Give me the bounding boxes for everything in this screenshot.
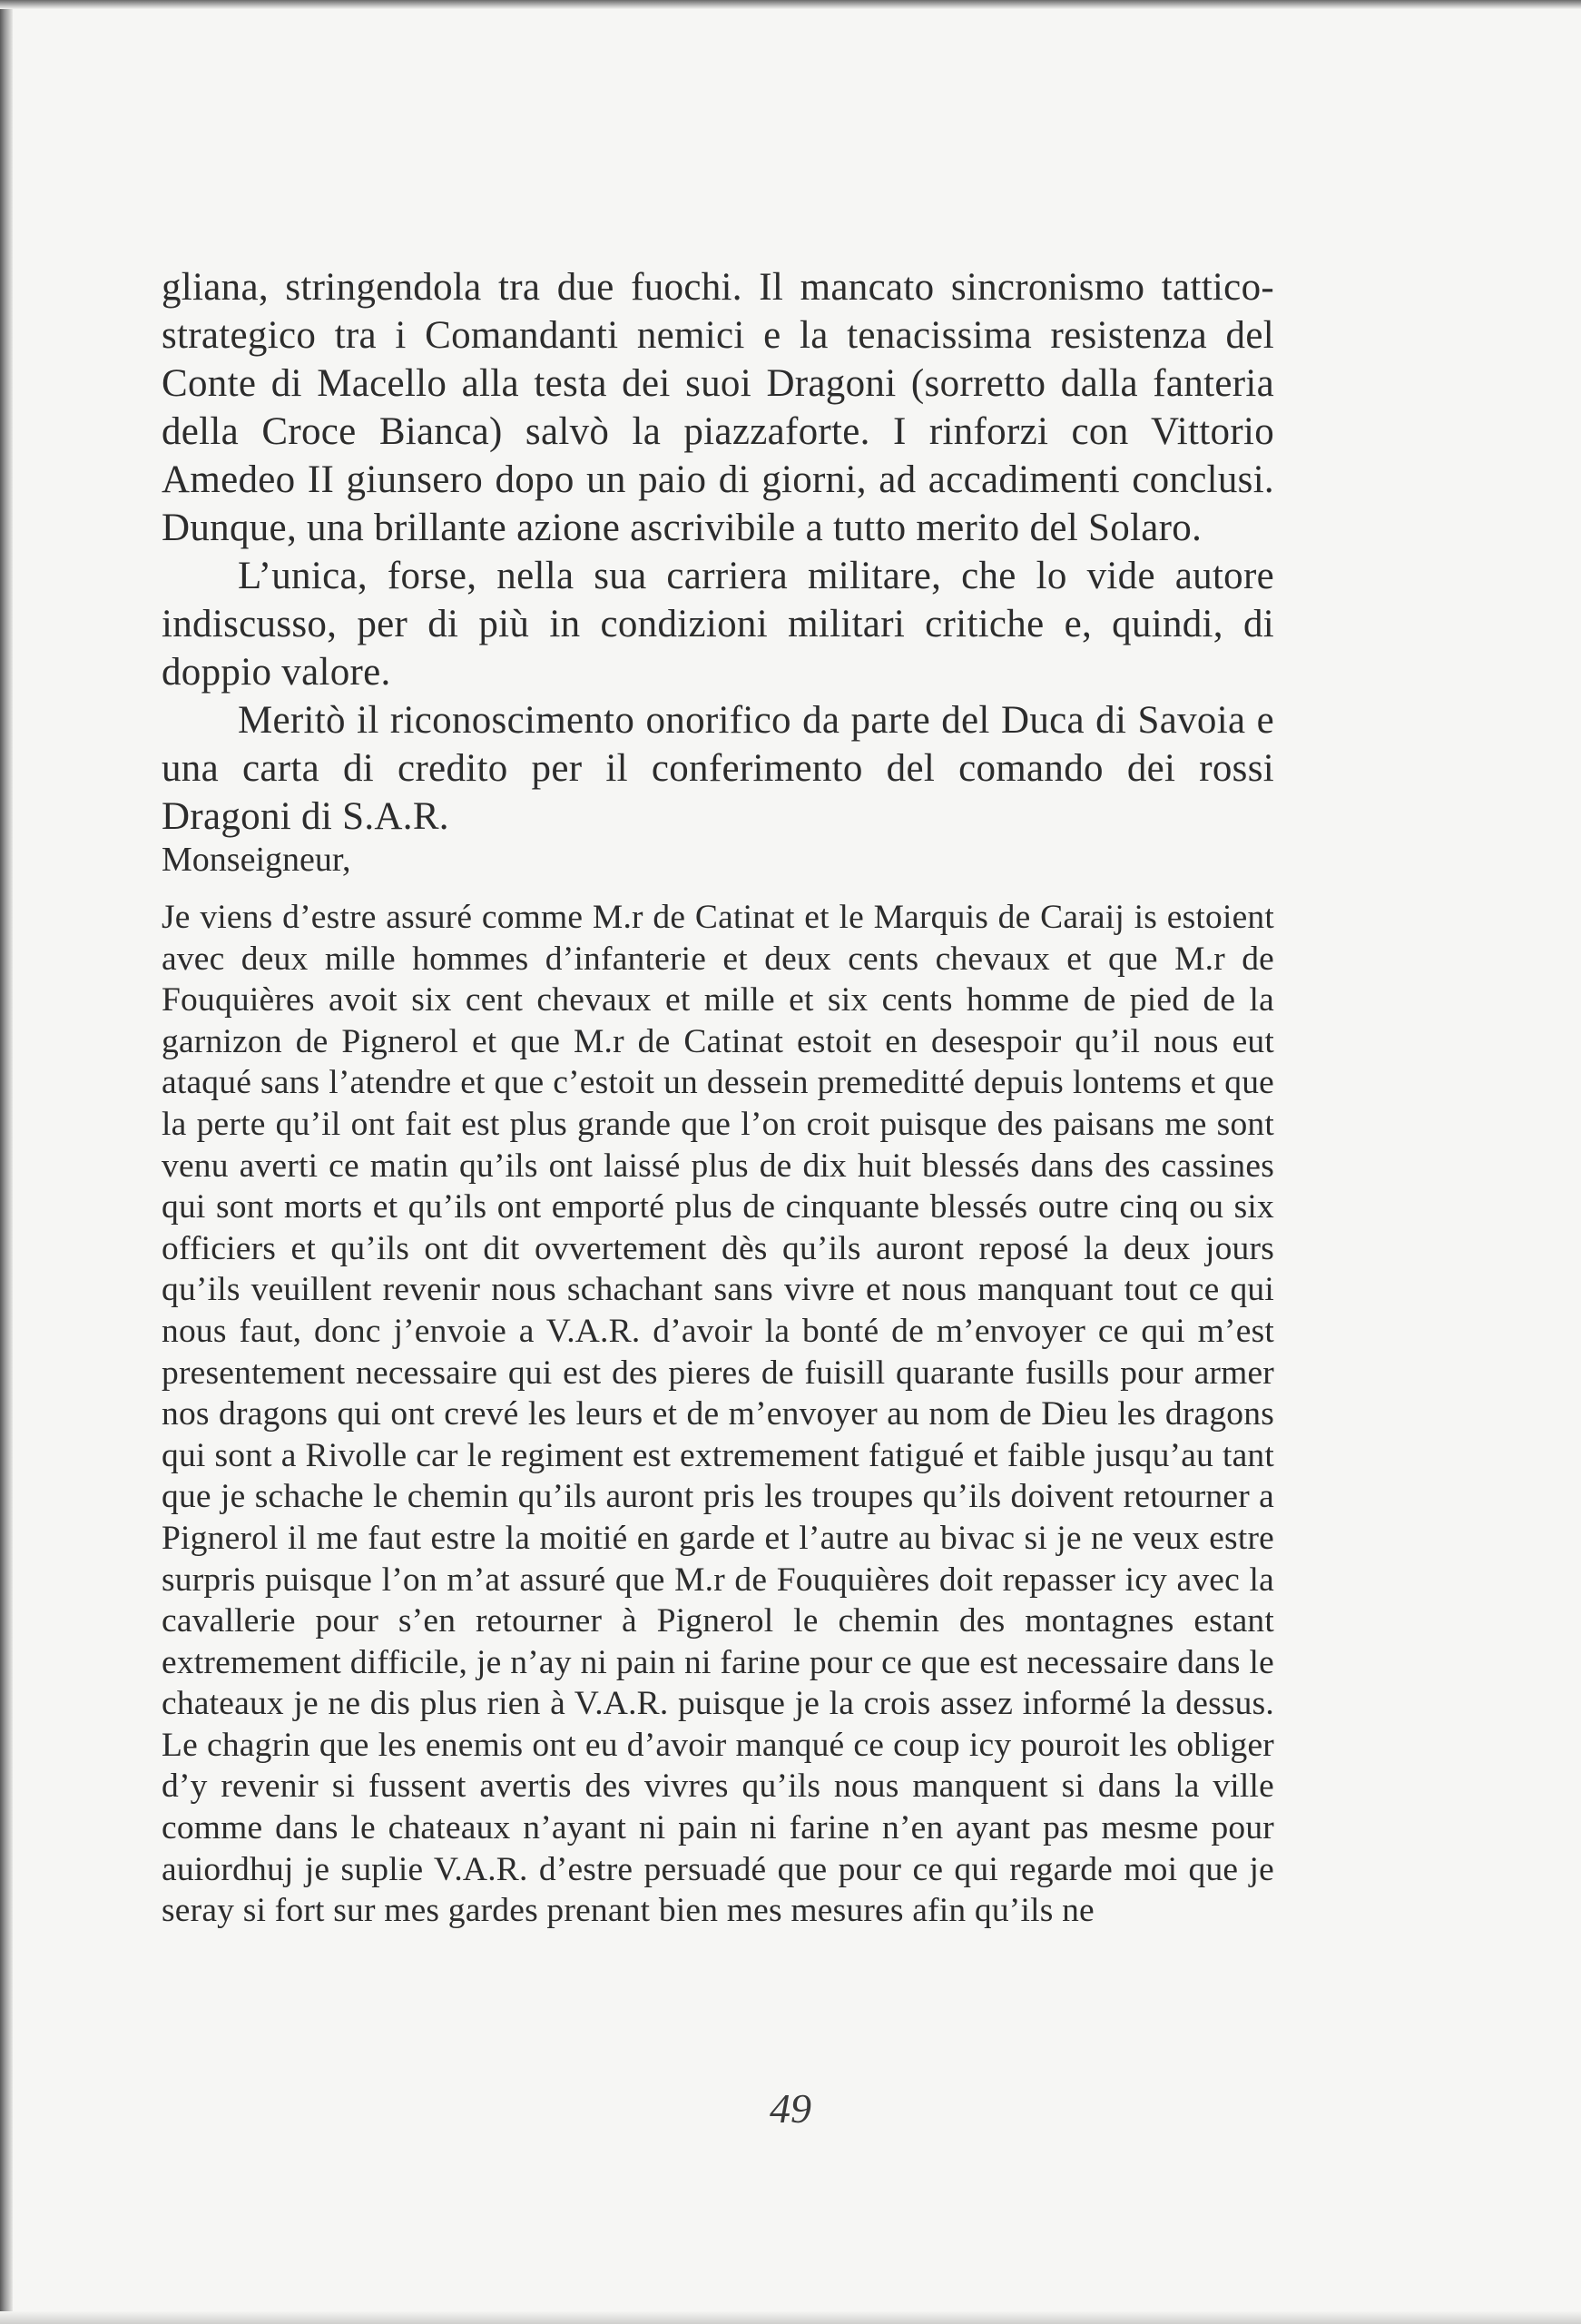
paragraph-continuation: gliana, stringendola tra due fuochi. Il mancato sincronismo tattico-strategico tra i Comandanti nemici e la tenacissima resistenza del Conte di Macello alla testa dei suoi Dragoni (sorretto dalla fanteria della Croce Bianca) salvò la piazzaforte. I rinforzi con Vittorio Amedeo II giunsero dopo un paio di giorni, ad accadimenti conclusi. Dunque, una brillante azione ascrivibile a tutto merito del Solaro. bbox=[162, 266, 1274, 549]
letter-text: Je viens d’estre assuré comme M.r de Catinat et le Marquis de Caraij is estoient avec deux mille hommes d’infanterie et deux cents chevaux et que M.r de Fouquières avoit six cent chevaux et mille et six cents homme de pied de la garnizon de Pignerol et que M.r de Catinat estoit en desespoir qu’il nous eut ataqué sans l’atendre et que c’estoit un dessein premeditté depuis lontems et que la perte qu’il ont fait est plus grande que l’on croit puisque des paisans me sont venu averti ce matin qu’ils ont laissé plus de dix huit blessés dans des cassines qui sont morts et qu’ils ont emporté plus de cinquante blessés outre cinq ou six officiers et qu’ils ont dit ovvertement dès qu’ils auront reposé la deux jours qu’ils veuillent revenir nous schachant sans vivre et nous manquant tout ce qui nous faut, donc j’envoie a V.A.R. d’avoir la bonté de m’envoyer ce qui m’est presentement necessaire qui est des pieres de fuisill quarante fusills pour armer nos dragons qui ont crevé les leurs et de m’envoyer au nom de Dieu les dragons qui sont a Rivolle car le regiment est extremement fatigué et faible jusqu’au tant que je schache le chemin qu’ils auront pris les troupes qu’ils doivent retourner a Pignerol il me faut estre la moitié en garde et l’autre au bivac si je ne veux estre surpris puisque l’on m’at assuré que M.r de Fouquières doit repasser icy avec la cavallerie pour s’en retourner à Pignerol le chemin des montagnes estant extremement difficile, je n’ay ni pain ni farine pour ce que est necessaire dans le chateaux je ne dis plus rien à V.A.R. puisque je la crois assez informé la dessus. Le chagrin que les enemis ont eu d’avoir manqué ce coup icy pouroit les obliger d’y revenir si fussent avertis des vivres qu’ils nous manquent si dans la ville comme dans le chateaux n’ayant ni pain ni farine n’en ayant pas mesme pour auiordhuj je suplie V.A.R. d’estre persuadé que pour ce qui regarde moi que je seray si fort sur mes gardes prenant bien mes mesures afin qu’ils ne bbox=[162, 899, 1274, 1930]
body-text bbox=[162, 263, 1274, 841]
letter-salutation: Monseigneur, bbox=[162, 841, 351, 879]
scan-edge-left bbox=[0, 0, 13, 2324]
paragraph: Meritò il riconoscimento onorifico da parte del Duca di Savoia e una carta di credito per il conferimento del comando dei rossi Dragoni di S.A.R. bbox=[162, 699, 1274, 838]
paragraph: L’unica, forse, nella sua carriera militare, che lo vide autore indiscusso, per di più in condizioni militari critiche e, quindi, di doppio valore. bbox=[162, 555, 1274, 694]
quoted-letter bbox=[162, 837, 1274, 1932]
page-number: 49 bbox=[770, 2085, 811, 2132]
scan-edge-top bbox=[0, 0, 1581, 9]
scan-edge-bottom bbox=[0, 2311, 1581, 2324]
